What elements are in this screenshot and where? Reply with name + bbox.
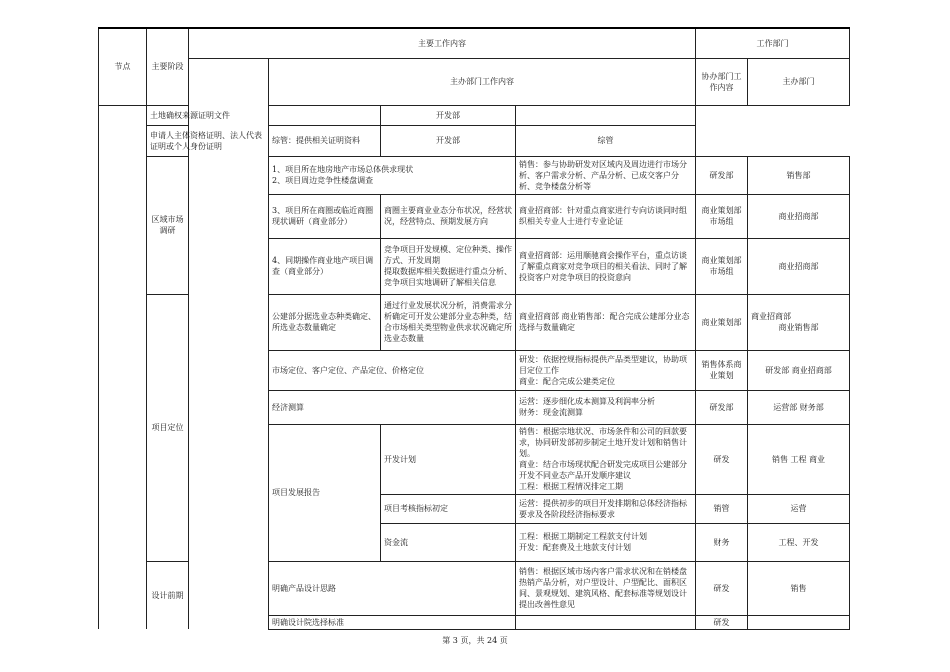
table-cell: 资金流 [381,523,516,561]
table-cell: 销售体系商业策划 [696,350,748,390]
table-cell: 综管 [516,125,696,156]
table-cell: 综管：提供相关证明资料 [269,125,381,156]
table-cell: 开发部 [381,125,516,156]
table-cell: 商业招商部 商业销售部：配合完成公建部分业态选择与数量确定 [516,294,696,350]
table-cell: 商业招商部 [748,194,850,238]
table-cell: 商业策划部 [696,294,748,350]
table-cell: 申请人主体资格证明、法人代表证明或个人身份证明 [147,125,269,156]
table-cell: 销售：根据宗地状况、市场条件和公司的回款要求，协同研发部初步制定土地开发计划和销售计划。 商业：结合市场现状配合研发完成项目公建部分开发不同业态产品开发顺序建议 工程：根据工程情况排定工期 [516,424,696,494]
dept-text: 商业销售部 [778,323,819,332]
table-cell: 1、项目所在地房地产市场总体供求现状 2、项目周边竞争性楼盘调查 [269,156,516,194]
header-host-dept: 主办部门 [748,58,850,105]
dept-text: 商业招商部 [751,312,791,321]
table-cell: 商业策划部市场组 [696,194,748,238]
table-cell: 研发 [696,561,748,615]
work-content-table [98,27,850,630]
table-cell: 工程、开发 [748,523,850,561]
table-cell: 明确产品设计思路 [269,561,516,615]
table-cell: 商业招商部：针对重点商家进行专向访谈同时组织相关专业人士进行专业论证 [516,194,696,238]
table-cell: 研发部 商业招商部 [748,350,850,390]
table-cell: 市场定位、客户定位、产品定位、价格定位 [269,350,516,390]
table-cell: 销售 [748,561,850,615]
table-cell: 销售部 [748,156,850,194]
table-cell: 研发 [696,424,748,494]
table-cell: 项目发展报告 [269,424,381,561]
table-cell: 销售：参与协助研发对区域内及周边进行市场分析、客户需求分析、产品分析、已成交客户分析、竞争楼盘分析等 [516,156,696,194]
table-cell: 运营：逐步细化成本测算及利润率分析 财务：现金流测算 [516,390,696,424]
table-cell: 销管 [696,494,748,523]
table-cell: 开发计划 [381,424,516,494]
page-footer: 第 3 页，共 24 页 [442,636,508,645]
table-cell: 工程：根据工期制定工程款支付计划 开发：配套费及土地款支付计划 [516,523,696,561]
table-cell: 3、项目所在商圈或临近商圈现状调研（商业部分） [269,194,381,238]
stage-market-survey: 区域市场调研 [147,156,189,294]
table-cell [516,105,696,125]
table-cell: 商业招商部 [748,238,850,294]
header-host-dept-work: 主办部门工作内容 [269,58,696,105]
table-cell: 销售 工程 商业 [748,424,850,494]
table-cell [748,615,850,629]
table-cell [269,105,381,125]
header-departments: 工作部门 [696,28,850,58]
table-cell: 研发：依据控规指标提供产品类型建议，协助项目定位工作 商业：配合完成公建类定位 [516,350,696,390]
table-cell: 项目考核指标初定 [381,494,516,523]
header-main-work: 主要工作内容 [189,28,696,58]
table-cell: 运营部 财务部 [748,390,850,424]
table-cell: 运营：提供初步的项目开发排期和总体经济指标要求及各阶段经济指标要求 [516,494,696,523]
header-stage: 主要阶段 [147,28,189,105]
table-cell: 财务 [696,523,748,561]
stage-positioning: 项目定位 [147,294,189,561]
stage-design: 设计前期 [147,561,189,629]
table-cell: 研发 [696,615,748,629]
table-cell: 研发部 [696,156,748,194]
header-node: 节点 [99,28,147,105]
table-cell: 公建部分据选业态种类确定、所选业态数量确定 [269,294,381,350]
table-cell: 明确设计院选择标准 [269,615,516,629]
table-cell: 商业策划部市场组 [696,238,748,294]
table-cell: 4、同期操作商业地产项目调查（商业部分） [269,238,381,294]
table-cell: 研发部 [696,390,748,424]
table-cell [748,294,850,350]
table-cell: 开发部 [381,105,516,125]
table-cell: 经济测算 [269,390,516,424]
table-cell: 商业招商部：运用顺驰商会操作平台，重点访谈了解重点商家对竞争项目的相关看法、同时了解投资客户对竞争项目的投资意向 [516,238,696,294]
table-cell: 竞争项目开发规模、定位种类、操作方式、开发周期 提取数据库相关数据进行重点分析、竞争项目实地调研了解相关信息 [381,238,516,294]
table-cell: 商圈主要商业业态分布状况，经营状况，经营特点、预期发展方向 [381,194,516,238]
header-assist-dept-work: 协办部门工作内容 [696,58,748,105]
table-cell: 销售：根据区域市场内客户需求状况和在销楼盘热销产品分析，对户型设计、户型配比、面积区间、景观规划、建筑风格、配套标准等规划设计提出改善性意见 [516,561,696,615]
table-cell: 运营 [748,494,850,523]
table-cell [516,615,696,629]
table-cell: 通过行业发展状况分析，消费需求分析确定可开发公建部分业态种类，结合市场相关类型物业供求状况确定所选业态数量 [381,294,516,350]
node-blank-cell [99,105,147,629]
table-cell: 土地确权来源证明文件 [147,105,269,125]
